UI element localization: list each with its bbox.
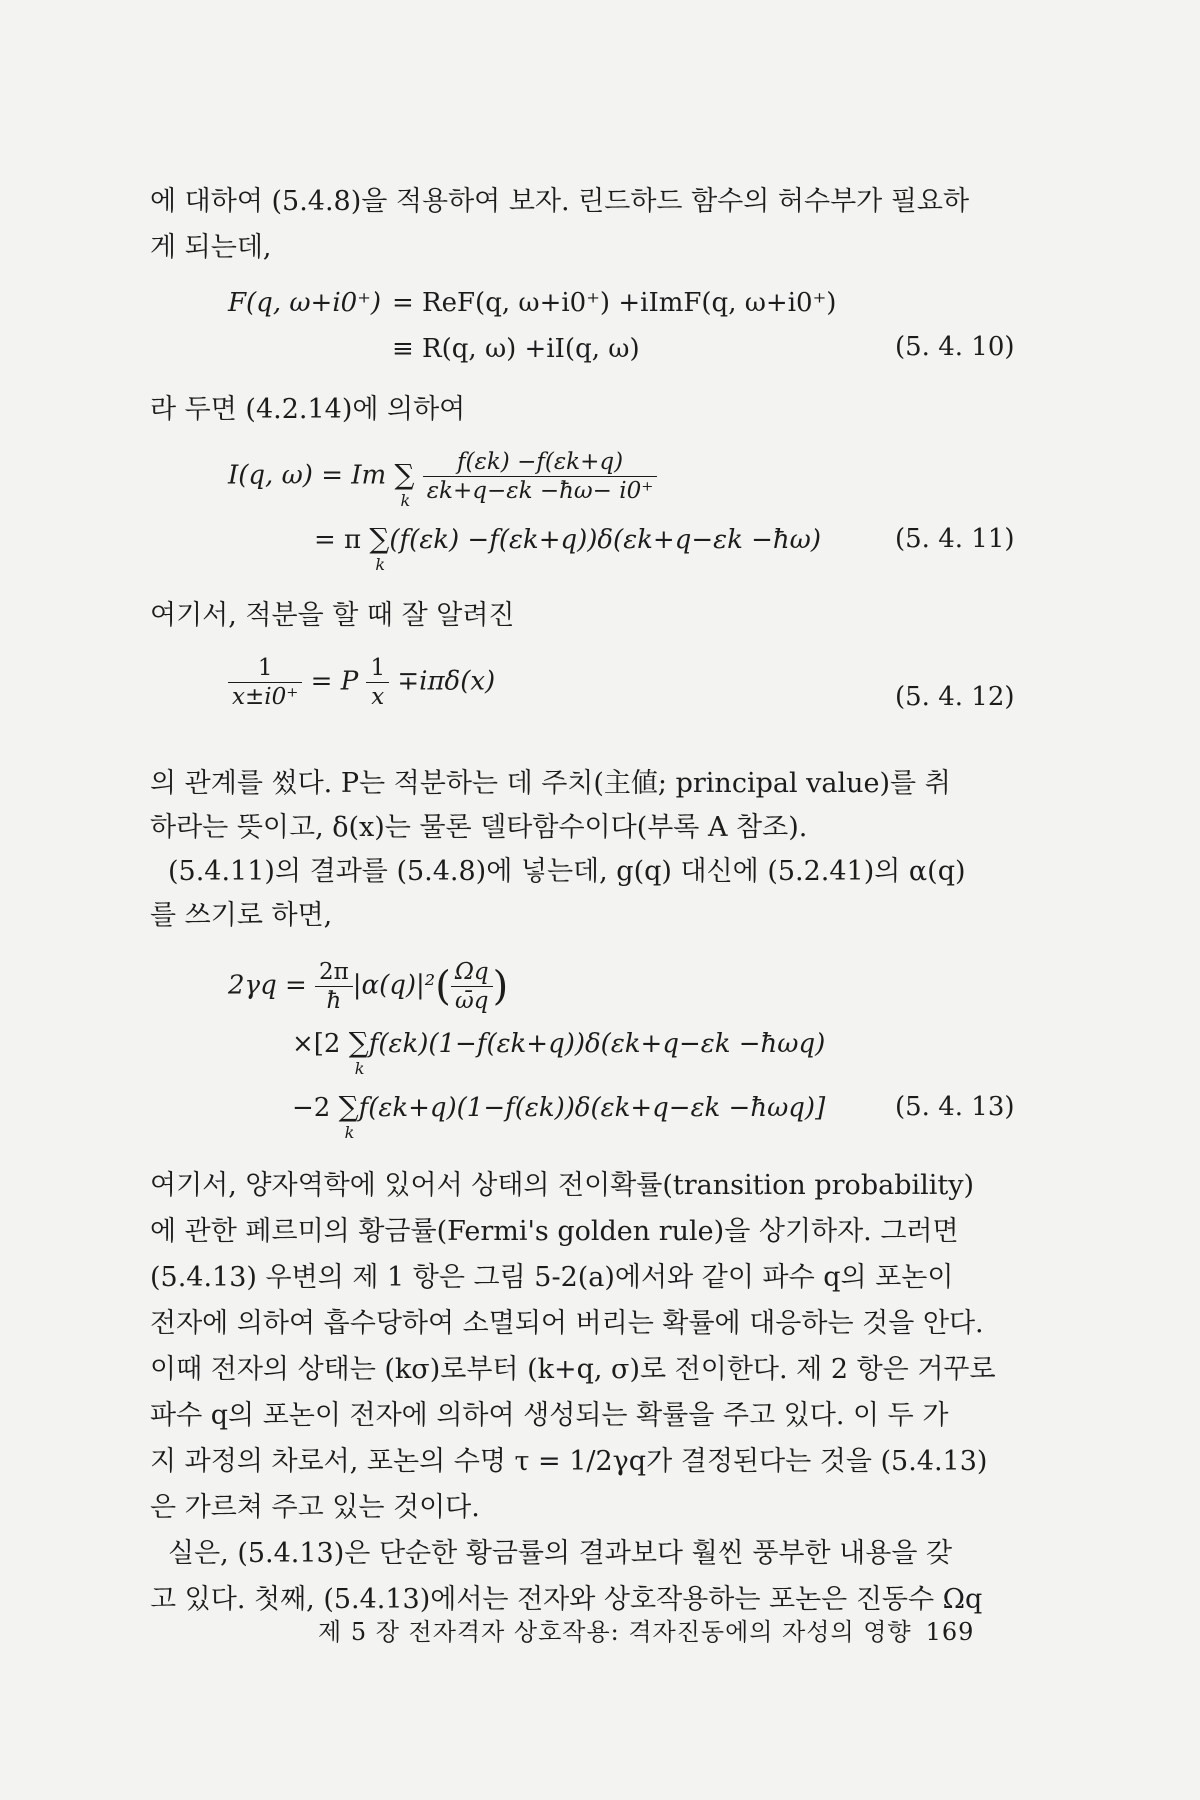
body-text-line: (5.4.13) 우변의 제 1 항은 그림 5-2(a)에서와 같이 파수 q의 포논이	[150, 1262, 954, 1293]
equation-5-4-10-lhs: F(q, ω+i0⁺)	[228, 288, 382, 318]
page-footer	[318, 1612, 974, 1647]
body-text-line: 의 관계를 썼다. P는 적분하는 데 주치(主値; principal value)를 취	[150, 768, 951, 799]
equation-number: (5. 4. 10)	[895, 332, 1015, 362]
equation-5-4-11-line1: I(q, ω) = Im ∑ k $\frac{f(\varepsilon k) -f(\varepsilon k+q)}{\varepsilon k+q-\varepsilon k -ħ\omega- i0^+}$	[228, 448, 657, 505]
equation-5-4-13-line1: 2γq = $\frac{2\pi}{ħ}$ |α(q)|²( $\frac{\Omega q}{\omegāq}$ )	[228, 959, 509, 1014]
fraction: $\frac{1}{x}$	[366, 654, 389, 711]
fraction: $\frac{f(\varepsilon k) -f(\varepsilon k+q)}{\varepsilon k+q-\varepsilon k -ħ\omega- i0^+}$	[423, 448, 658, 505]
equation-5-4-10-line2: ≡ R(q, ω) +iI(q, ω)	[392, 334, 640, 364]
fraction: $\frac{2\pi}{ħ}$	[315, 958, 353, 1015]
body-text-line: 라 두면 (4.2.14)에 의하여	[150, 394, 466, 425]
equation-number: (5. 4. 12)	[895, 682, 1015, 712]
page-number: 169	[925, 1618, 975, 1646]
equation-number: (5. 4. 13)	[895, 1092, 1015, 1122]
equation-5-4-12: $\frac{1}{x\pm i0^+}$ = P $\frac{1}{x}$ ∓iπδ(x)	[228, 654, 495, 711]
equation-5-4-10-rhs: = ReF(q, ω+i0⁺) +iImF(q, ω+i0⁺)	[392, 288, 837, 318]
equation-5-4-11-line2: = π ∑ k (f(εk) −f(εk+q))δ(εk+q−εk −ħω)	[314, 522, 821, 574]
body-text-line: 여기서, 양자역학에 있어서 상태의 전이확률(transition probability)	[150, 1170, 975, 1201]
body-text-line: 여기서, 적분을 할 때 잘 알려진	[150, 600, 515, 631]
body-text-line: 파수 q의 포논이 전자에 의하여 생성되는 확률을 주고 있다. 이 두 가	[150, 1400, 949, 1431]
body-text-line: 지 과정의 차로서, 포논의 수명 τ = 1/2γq가 결정된다는 것을 (5.4.13)	[150, 1446, 988, 1477]
summation-symbol: ∑ k	[338, 1090, 359, 1142]
fraction: $\frac{\Omega q}{\omegāq}$	[451, 958, 493, 1015]
body-text-line: 하라는 뜻이고, δ(x)는 물론 델타함수이다(부록 A 참조).	[150, 812, 808, 843]
body-text-line: 게 되는데,	[150, 232, 272, 263]
body-text-line: 은 가르쳐 주고 있는 것이다.	[150, 1492, 480, 1523]
body-text-line: 고 있다. 첫째, (5.4.13)에서는 전자와 상호작용하는 포논은 진동수 Ωq	[150, 1584, 983, 1615]
equation-number: (5. 4. 11)	[895, 524, 1015, 554]
body-text-line: 에 대하여 (5.4.8)을 적용하여 보자. 린드하드 함수의 허수부가 필요하	[150, 186, 970, 217]
body-text-line: 를 쓰기로 하면,	[150, 900, 333, 931]
body-text-line: 전자에 의하여 흡수당하여 소멸되어 버리는 확률에 대응하는 것을 안다.	[150, 1308, 984, 1339]
equation-5-4-13-line3: −2 ∑ k f(εk+q)(1−f(εk))δ(εk+q−εk −ħωq)]	[292, 1090, 826, 1142]
fraction: $\frac{1}{x\pm i0^+}$	[228, 654, 302, 711]
body-text-line: 이때 전자의 상태는 (kσ)로부터 (k+q, σ)로 전이한다. 제 2 항은 거꾸로	[150, 1354, 996, 1385]
summation-symbol: ∑ k	[369, 522, 390, 574]
equation-5-4-13-line2: ×[2 ∑ k f(εk)(1−f(εk+q))δ(εk+q−εk −ħωq)	[292, 1026, 826, 1078]
running-footer-chapter: 제 5 장 전자격자 상호작용: 격자진동에의 자성의 영향	[318, 1618, 912, 1646]
body-text-line: (5.4.11)의 결과를 (5.4.8)에 넣는데, g(q) 대신에 (5.2.41)의 α(q)	[168, 856, 966, 887]
body-text-line: 실은, (5.4.13)은 단순한 황금률의 결과보다 훨씬 풍부한 내용을 갖	[168, 1538, 953, 1569]
summation-symbol: ∑ k	[394, 457, 415, 510]
body-text-line: 에 관한 페르미의 황금률(Fermi's golden rule)을 상기하자. 그러면	[150, 1216, 959, 1247]
summation-symbol: ∑ k	[348, 1026, 369, 1078]
